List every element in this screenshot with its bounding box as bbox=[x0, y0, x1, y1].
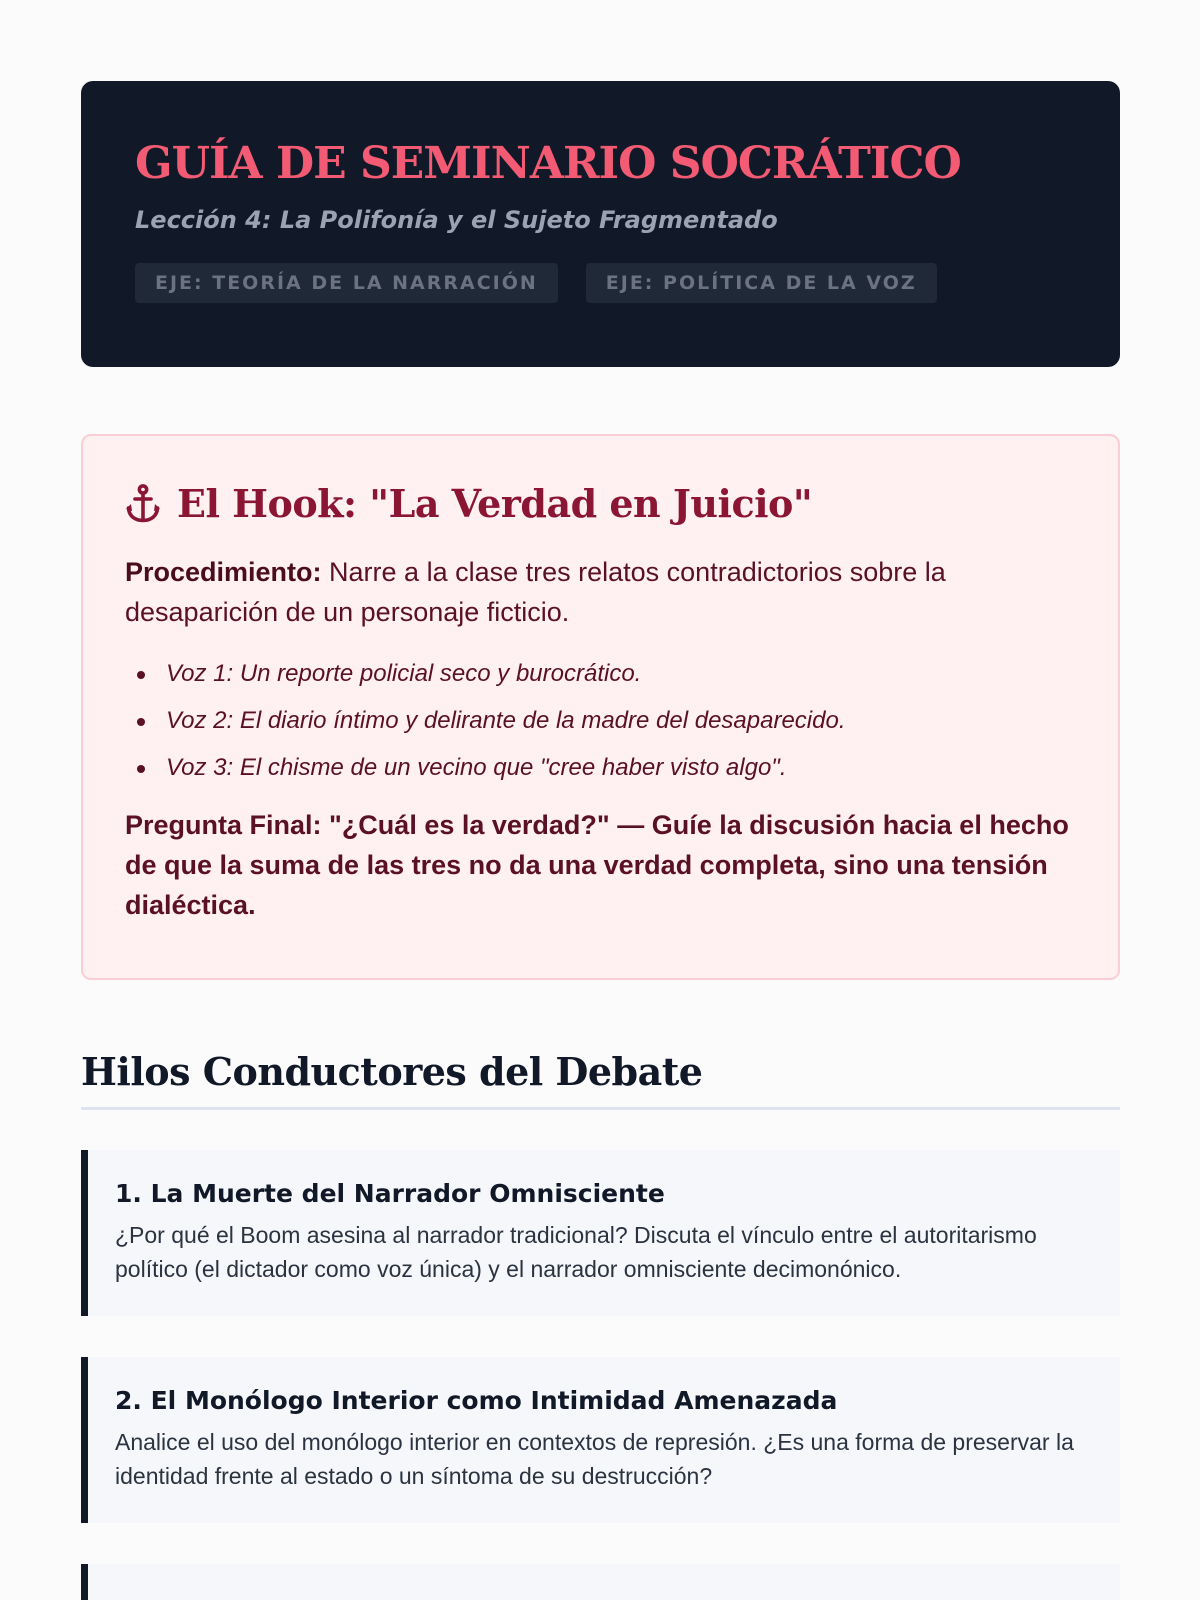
thread-body: Analice el uso del monólogo interior en contextos de represión. ¿Es una forma de preservar la identidad frente al estado o un síntoma de su destrucción? bbox=[115, 1429, 1074, 1489]
thread-card bbox=[81, 1357, 1120, 1523]
page-title: GUÍA DE SEMINARIO SOCRÁTICO bbox=[135, 138, 961, 189]
thread-card bbox=[81, 1150, 1120, 1316]
tag-voice-politics: EJE: POLÍTICA DE LA VOZ bbox=[586, 263, 937, 303]
thread-body: ¿Por qué el Boom asesina al narrador tradicional? Discuta el vínculo entre el autoritarismo político (el dictador como voz única) y el narrador omnisciente decimonónico. bbox=[115, 1222, 1037, 1282]
lesson-subtitle: Lección 4: La Polifonía y el Sujeto Fragmentado bbox=[135, 206, 778, 234]
hook-title-text: El Hook: "La Verdad en Juicio" bbox=[177, 481, 813, 526]
list-item: Voz 2: El diario íntimo y delirante de la madre del desaparecido. bbox=[125, 697, 1076, 744]
hook-card bbox=[81, 434, 1120, 980]
tag-narration-theory: EJE: TEORÍA DE LA NARRACIÓN bbox=[135, 263, 558, 303]
thread-card bbox=[81, 1564, 1120, 1600]
list-item: Voz 3: El chisme de un vecino que "cree haber visto algo". bbox=[125, 744, 1076, 791]
thread-title: 2. El Monólogo Interior como Intimidad Amenazada bbox=[115, 1386, 838, 1415]
list-item: Voz 1: Un reporte policial seco y burocrático. bbox=[125, 650, 1076, 697]
debate-heading: Hilos Conductores del Debate bbox=[81, 1047, 1120, 1110]
hook-procedure bbox=[125, 552, 1076, 632]
axis-tags bbox=[135, 263, 1066, 303]
procedure-label: Procedimiento: bbox=[125, 557, 322, 587]
hook-title bbox=[125, 480, 1076, 528]
thread-title: 1. La Muerte del Narrador Omnisciente bbox=[115, 1179, 665, 1208]
procedure-text: Narre a la clase tres relatos contradictorios sobre la desaparición de un personaje ficticio. bbox=[125, 557, 946, 627]
header-card bbox=[81, 81, 1120, 367]
final-question: Pregunta Final: "¿Cuál es la verdad?" — Guíe la discusión hacia el hecho de que la suma de las tres no da una verdad completa, sino una tensión dialéctica. bbox=[125, 810, 1069, 920]
anchor-icon bbox=[125, 484, 161, 524]
voices-list bbox=[125, 650, 1076, 791]
debate-threads bbox=[81, 1150, 1120, 1600]
seminar-guide bbox=[81, 81, 1120, 1600]
